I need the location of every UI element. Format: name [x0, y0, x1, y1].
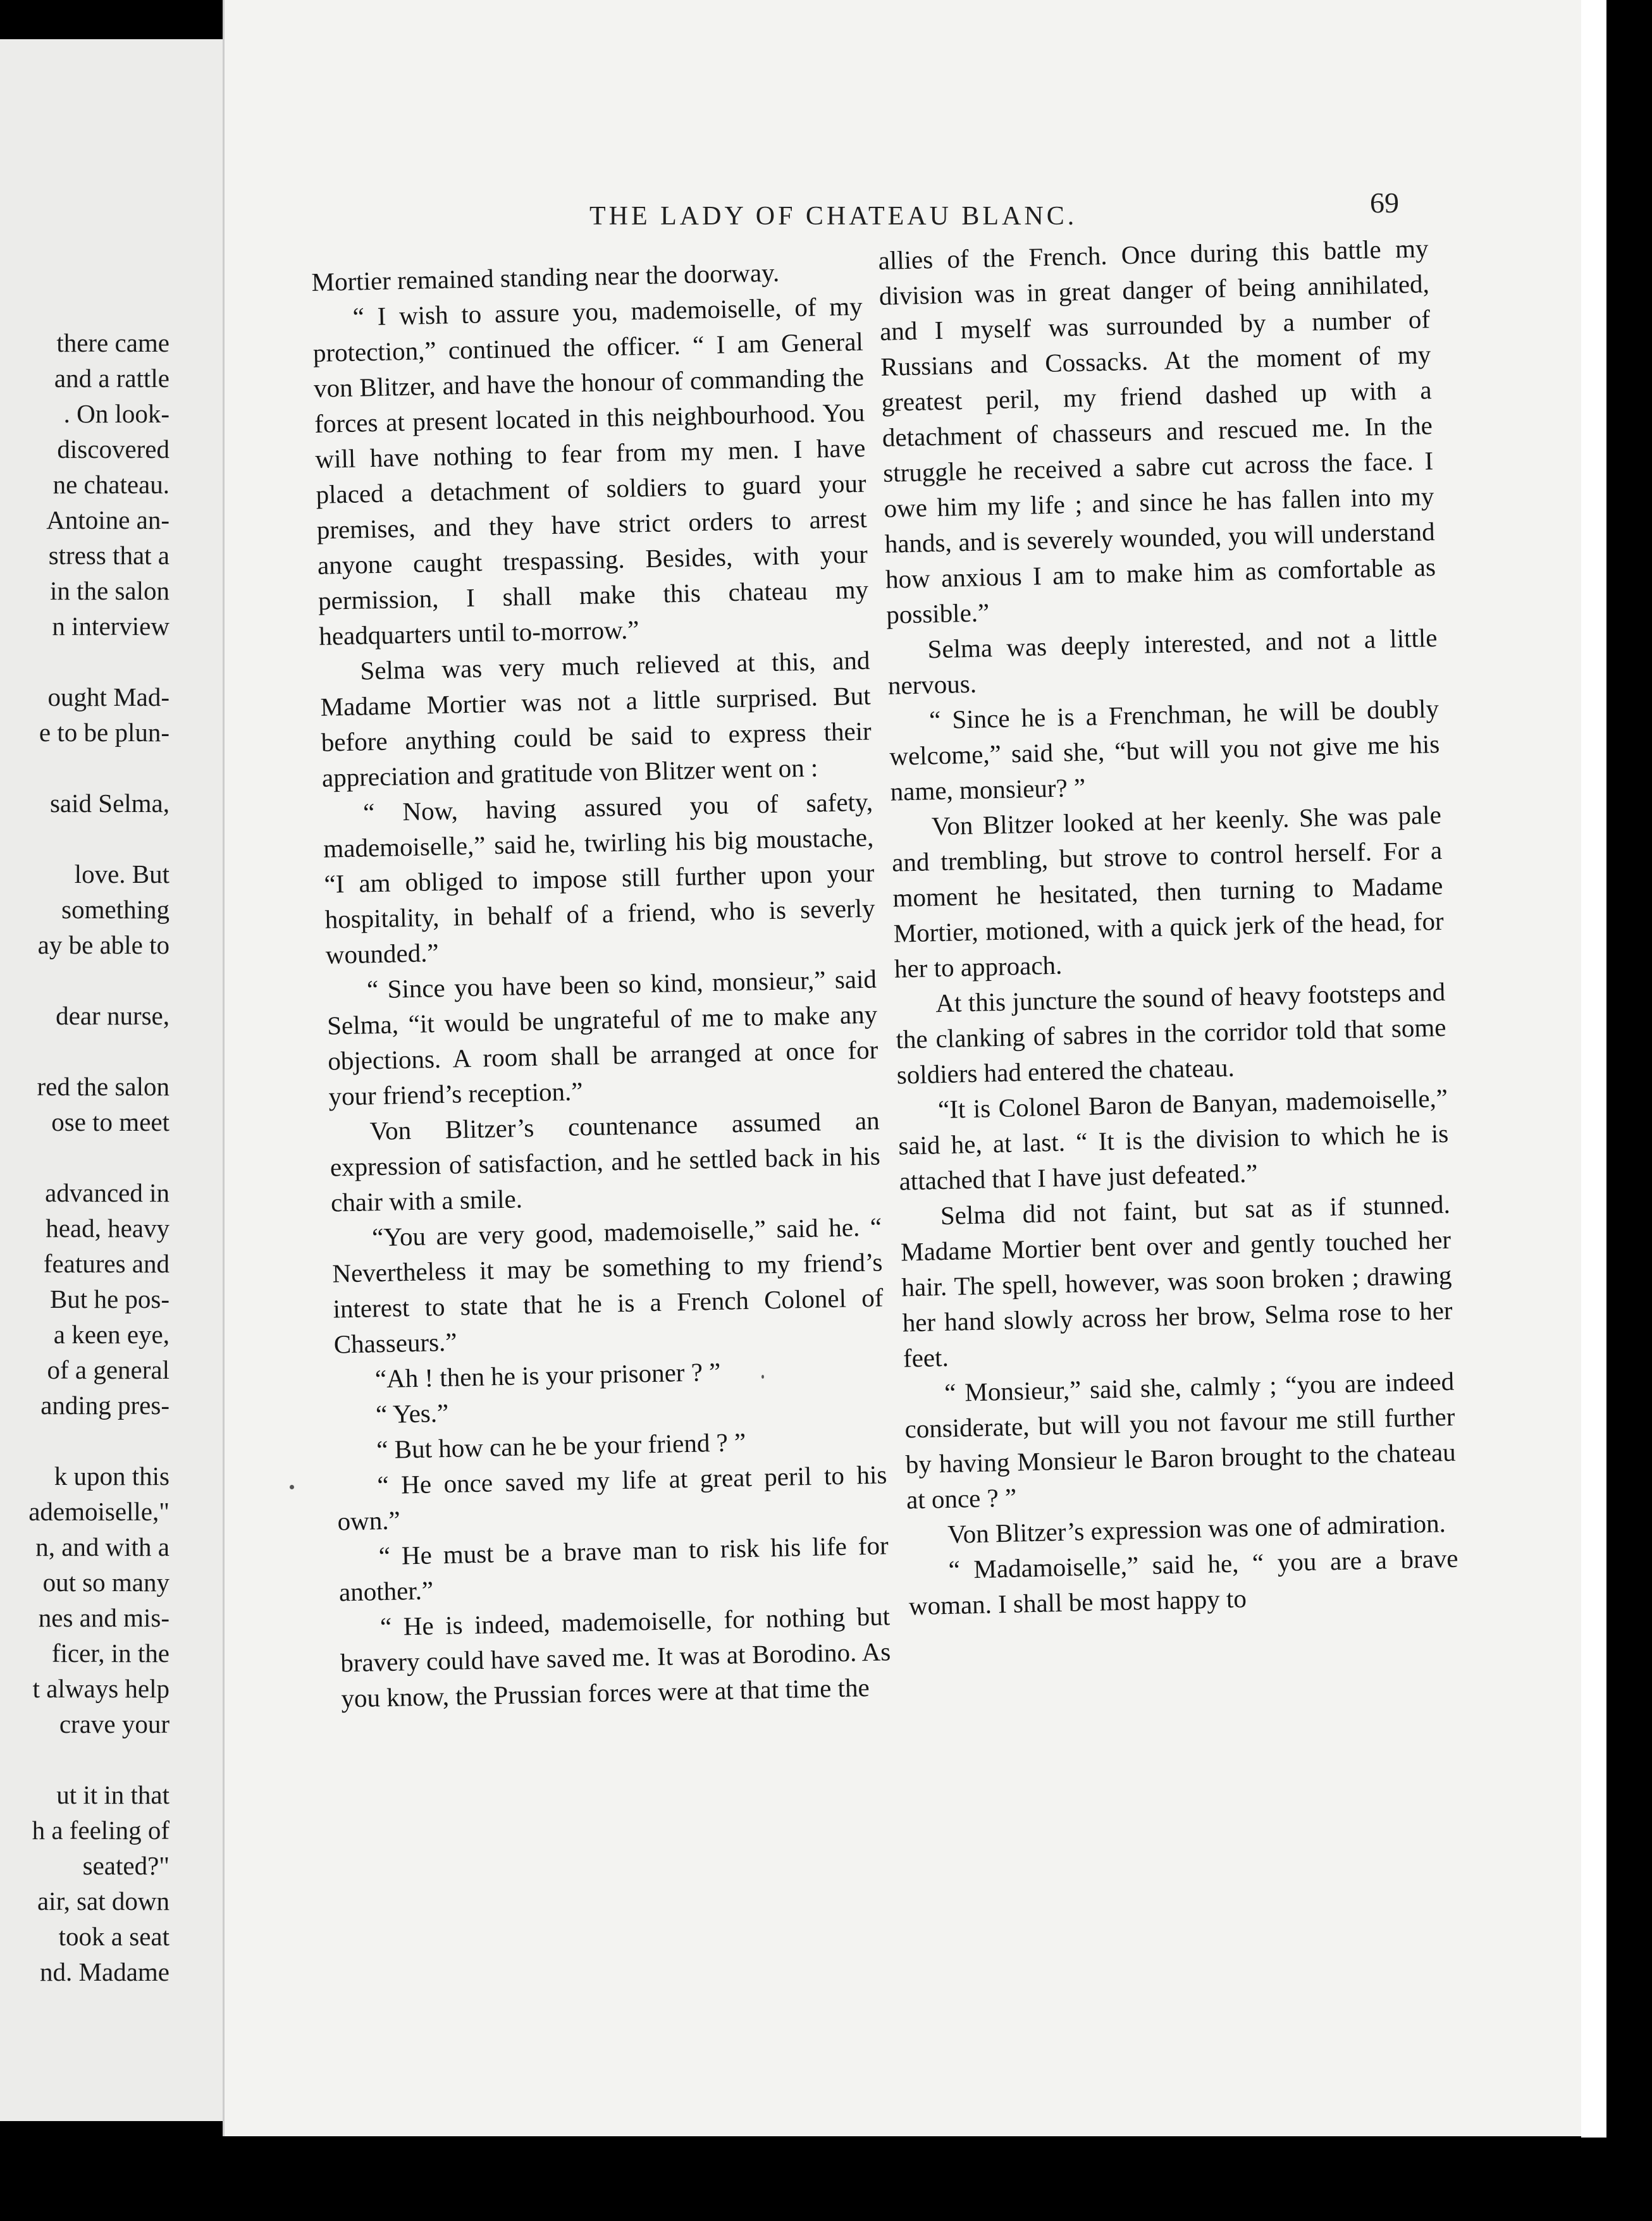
left-line: head, heavy — [46, 1214, 170, 1243]
text-column-right — [878, 230, 1459, 1623]
left-line: and a rattle — [54, 364, 170, 393]
left-line: nes and mis- — [38, 1603, 170, 1632]
left-line: out so many — [42, 1568, 170, 1597]
left-line: in the salon — [49, 576, 170, 605]
left-line: Antoine an- — [46, 505, 170, 534]
paragraph: “ But how can he be your friend ? ” — [376, 1427, 746, 1465]
paragraph: At this juncture the sound of heavy footsteps and the clanking of sabres in the corridor told that some soldiers had entered the chateau. — [896, 976, 1446, 1090]
page-number: 69 — [1370, 187, 1399, 219]
paragraph: Von Blitzer looked at her keenly. She was pale and trembling, but strove to control herself. For a moment he hesitated, then turning to Madame Mortier, motioned, with a quick jerk of the head, for her to approach. — [891, 800, 1445, 983]
paragraph: “ I wish to assure you, mademoiselle, of my protection,” continued the officer. “ I am General von Blitzer, and have the honour of commanding the forces at present located in this neighbourhood. You will have nothing to fear from my men. I have placed a detachment of soldiers to guard your premises, and they have strict orders to arrest anyone caught trespassing. Besides, with your permission, I shall make this chateau my headquarters until to-morrow.” — [312, 291, 869, 651]
left-line: n, and with a — [35, 1532, 170, 1561]
left-line: discovered — [57, 434, 170, 464]
left-line: ought Mad- — [47, 682, 170, 711]
left-line: ay be able to — [37, 930, 170, 959]
left-line: ne chateau. — [52, 470, 170, 499]
paragraph: “ Madamoiselle,” said he, “ you are a brave woman. I shall be most happy to — [908, 1543, 1458, 1621]
paragraph: “It is Colonel Baron de Banyan, mademoiselle,” said he, at last. “ It is the division to which he is attached that I have just defeated.” — [897, 1083, 1449, 1196]
left-line: n interview — [52, 612, 170, 641]
left-line: seated?" — [82, 1851, 170, 1880]
left-line: . On look- — [63, 399, 170, 428]
left-line: nd. Madame — [40, 1957, 170, 1986]
left-line: ademoiselle," — [28, 1497, 170, 1526]
left-line: dear nurse, — [56, 1001, 170, 1030]
text-column-left — [311, 253, 892, 1716]
paragraph: “Ah ! then he is your prisoner ? ” — [374, 1357, 721, 1394]
left-line: red the salon — [37, 1072, 170, 1101]
left-line: e to be plun- — [39, 718, 170, 747]
left-line: ose to meet — [51, 1107, 170, 1136]
paragraph: “ He must be a brave man to risk his life for another.” — [338, 1530, 889, 1607]
left-line: ut it in that — [56, 1780, 170, 1809]
paragraph: “ Since he is a Frenchman, he will be doubly welcome,” said she, “but will you not give me his name, monsieur? ” — [889, 694, 1440, 806]
paragraph: “ Yes.” — [375, 1398, 449, 1429]
running-title: THE LADY OF CHATEAU BLANC. — [589, 202, 1078, 231]
left-line: features and — [43, 1249, 170, 1278]
left-line: But he pos- — [49, 1284, 170, 1314]
left-line: said Selma, — [49, 789, 170, 818]
paragraph: “ He once saved my life at great peril to his own.” — [337, 1460, 887, 1536]
left-line: ficer, in the — [51, 1639, 170, 1668]
paragraph: Selma was very much relieved at this, and Madame Mortier was not a little surprised. But before anything could be said to express their appreciation and gratitude von Blitzer went on : — [320, 645, 872, 792]
left-line: of a general — [47, 1355, 170, 1384]
paragraph: allies of the French. Once during this battle my division was in great danger of being annihilated, and I myself was surrounded by a number of Russians and Cossacks. At the moment of my greatest peril, my friend dashed up with a detachment of chasseurs and rescued me. In the struggle he received a sabre cut across the face. I owe him my life ; and since he has fallen into my hands, and is severely wounded, you will understand how anxious I am to make him as comfortable as possible.” — [878, 233, 1436, 629]
left-line: love. But — [74, 859, 170, 889]
paragraph: Von Blitzer’s expression was one of admiration. — [947, 1508, 1446, 1549]
left-line: t always help — [32, 1674, 170, 1703]
left-line: h a feeling of — [32, 1816, 170, 1845]
left-line: stress that a — [48, 541, 170, 570]
left-line: a keen eye, — [53, 1320, 170, 1349]
left-line: took a seat — [58, 1922, 170, 1951]
left-line: something — [61, 895, 170, 924]
left-line: k upon this — [54, 1461, 170, 1491]
ink-speck — [761, 1375, 764, 1379]
left-line: advanced in — [45, 1178, 170, 1207]
left-line: air, sat down — [37, 1886, 170, 1916]
paragraph: “ He is indeed, mademoiselle, for nothing but bravery could have saved me. It was at Borodino. As you know, the Prussian forces were at that time the — [340, 1601, 891, 1713]
paragraph: “ Now, having assured you of safety, mademoiselle,” said he, twirling his big moustache, “I am obliged to impose still further upon your hospitality, in behalf of a friend, who is severly wounded.” — [323, 787, 875, 969]
ink-speck — [290, 1485, 294, 1489]
page-edge — [1581, 0, 1606, 2138]
paragraph: “ Since you have been so kind, monsieur,” said Selma, “it would be ungrateful of me to make any objections. A room shall be arranged at once for your friend’s reception.” — [326, 964, 878, 1111]
previous-page-text — [0, 325, 170, 1990]
paragraph: Von Blitzer’s countenance assumed an expression of satisfaction, and he settled back in his chair with a smile. — [330, 1105, 881, 1217]
left-line: anding pres- — [40, 1391, 170, 1420]
paragraph: Mortier remained standing near the doorway. — [311, 257, 780, 297]
paragraph: “You are very good, mademoiselle,” said he. “ Nevertheless it may be something to my friend’s interest to state that he is a French Colonel of Chasseurs.” — [331, 1212, 884, 1359]
paragraph: “ Monsieur,” said she, calmly ; “you are indeed considerate, but will you not favour me still further by having Monsieur le Baron brought to the chateau at once ? ” — [904, 1366, 1457, 1515]
paragraph: Selma did not faint, but sat as if stunned. Madame Mortier bent over and gently touched her hair. The spell, however, was soon broken ; drawing her hand slowly across her brow, Selma rose to her feet. — [900, 1189, 1453, 1373]
left-line: crave your — [59, 1709, 170, 1738]
paragraph: Selma was deeply interested, and not a little nervous. — [887, 623, 1438, 700]
left-line: there came — [56, 328, 170, 357]
